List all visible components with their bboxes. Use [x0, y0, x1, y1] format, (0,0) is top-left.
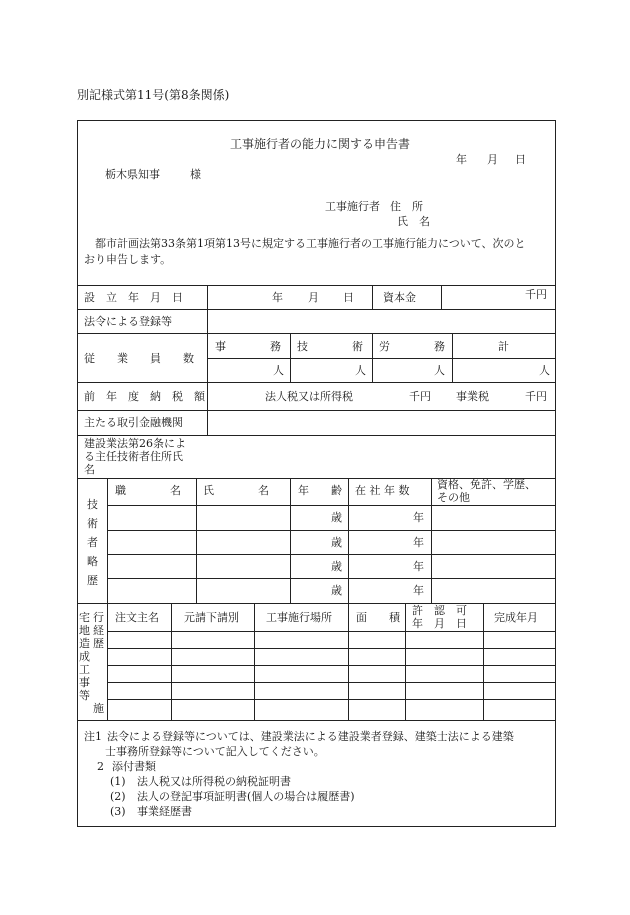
- age-unit[interactable]: 歳: [331, 511, 342, 524]
- date-month-field[interactable]: 月: [487, 153, 498, 166]
- addressee: 栃木県知事: [105, 168, 160, 181]
- chief-engineer-label-3: 名: [84, 463, 95, 476]
- capital-label: 資本金: [383, 291, 416, 304]
- employees-label: 従 業 員 数: [84, 352, 194, 365]
- engineer-section-char: 者: [87, 536, 98, 549]
- col-completion: 完成年月: [494, 611, 538, 624]
- construction-section-char: 歴: [93, 637, 104, 650]
- corp-tax-label: 法人税又は所得税: [265, 390, 353, 403]
- age-unit[interactable]: 歳: [331, 560, 342, 573]
- applicant-label: 工事施行者: [325, 200, 380, 213]
- tenure-unit[interactable]: 年: [413, 511, 424, 524]
- note2-title: 添付書類: [112, 760, 156, 773]
- col-tenure: 在 社 年 数: [355, 484, 410, 497]
- construction-section-char: 造: [79, 637, 90, 650]
- name-field[interactable]: 氏 名: [397, 215, 430, 228]
- technical-label: 技 術: [297, 340, 363, 353]
- col-qualifications-2: その他: [437, 491, 470, 504]
- clerical-count[interactable]: 人: [273, 364, 284, 377]
- addressee-suffix: 様: [190, 168, 201, 181]
- tenure-unit[interactable]: 年: [413, 560, 424, 573]
- construction-section-char: 施: [93, 702, 104, 715]
- attachment-no: (3): [110, 805, 126, 818]
- attachment-text: 法人の登記事項証明書(個人の場合は履歴書): [137, 790, 355, 803]
- col-location: 工事施行場所: [266, 611, 332, 624]
- establishment-date-label: 設 立 年 月 日: [84, 291, 183, 304]
- note1-line2: 士事務所登録等について記入してください。: [105, 745, 325, 758]
- technical-count[interactable]: 人: [355, 364, 366, 377]
- note1-line1: 法令による登録等については、建設業法による建設業者登録、建築士法による建築: [107, 730, 514, 743]
- attachment-no: (2): [110, 790, 126, 803]
- engineer-section-char: 略: [87, 555, 98, 568]
- construction-section-char: 等: [79, 689, 90, 702]
- col-position: 職 名: [115, 484, 181, 497]
- statement-line-2: おり申告します。: [84, 253, 172, 266]
- engineer-section-char: 歴: [87, 574, 98, 587]
- labor-label: 労 務: [379, 340, 445, 353]
- note2-label: 2: [97, 760, 104, 773]
- col-permit-2: 年 月 日: [412, 617, 467, 630]
- date-day-field[interactable]: 日: [515, 153, 526, 166]
- establishment-day[interactable]: 日: [343, 291, 354, 304]
- business-tax-label: 事業税: [456, 390, 489, 403]
- chief-engineer-label-2: る主任技術者住所氏: [84, 450, 183, 463]
- chief-engineer-label-1: 建設業法第26条によ: [84, 437, 186, 450]
- corp-tax-amount[interactable]: 千円: [409, 390, 431, 403]
- construction-section-char: 行: [93, 611, 104, 624]
- registration-label: 法令による登録等: [84, 315, 172, 328]
- form-number-label: 別記様式第11号(第8条関係): [77, 88, 230, 102]
- establishment-year[interactable]: 年: [272, 291, 283, 304]
- form-title: 工事施行者の能力に関する申告書: [230, 137, 411, 151]
- establishment-month[interactable]: 月: [308, 291, 319, 304]
- construction-section-char: 宅: [79, 611, 90, 624]
- col-engineer-name: 氏 名: [203, 484, 269, 497]
- col-area: 面 積: [356, 611, 400, 624]
- age-unit[interactable]: 歳: [331, 584, 342, 597]
- engineer-section-char: 術: [87, 517, 98, 530]
- capital-unit[interactable]: 千円: [525, 288, 547, 301]
- labor-count[interactable]: 人: [434, 364, 445, 377]
- attachment-text: 法人税又は所得税の納税証明書: [137, 775, 291, 788]
- construction-section-char: 成: [79, 650, 90, 663]
- col-client: 注文主名: [115, 611, 159, 624]
- col-permit: 許 認 可: [412, 604, 467, 617]
- total-count[interactable]: 人: [539, 364, 550, 377]
- tenure-unit[interactable]: 年: [413, 536, 424, 549]
- col-qualifications: 資格、免許、学歴、: [437, 478, 536, 491]
- construction-section-char: 地: [79, 624, 90, 637]
- tax-label: 前 年 度 納 税 額: [84, 390, 205, 403]
- construction-section-char: 事: [79, 676, 90, 689]
- statement-line-1: 都市計画法第33条第1項第13号に規定する工事施行者の工事施行能力について、次のと: [95, 237, 526, 250]
- attachment-no: (1): [110, 775, 126, 788]
- tenure-unit[interactable]: 年: [413, 584, 424, 597]
- col-age: 年 齢: [298, 484, 342, 497]
- age-unit[interactable]: 歳: [331, 536, 342, 549]
- business-tax-amount[interactable]: 千円: [525, 390, 547, 403]
- construction-section-char: 工: [79, 663, 90, 676]
- total-label: 計: [498, 340, 509, 353]
- attachment-text: 事業経歴書: [137, 805, 192, 818]
- date-year-field[interactable]: 年: [456, 153, 467, 166]
- bank-label: 主たる取引金融機関: [84, 416, 183, 429]
- clerical-label: 事 務: [215, 340, 281, 353]
- address-field[interactable]: 住 所: [390, 200, 423, 213]
- engineer-section-char: 技: [87, 498, 98, 511]
- col-contract-type: 元請下請別: [184, 611, 239, 624]
- construction-section-char: 経: [93, 624, 104, 637]
- note1-label: 注1: [84, 730, 102, 743]
